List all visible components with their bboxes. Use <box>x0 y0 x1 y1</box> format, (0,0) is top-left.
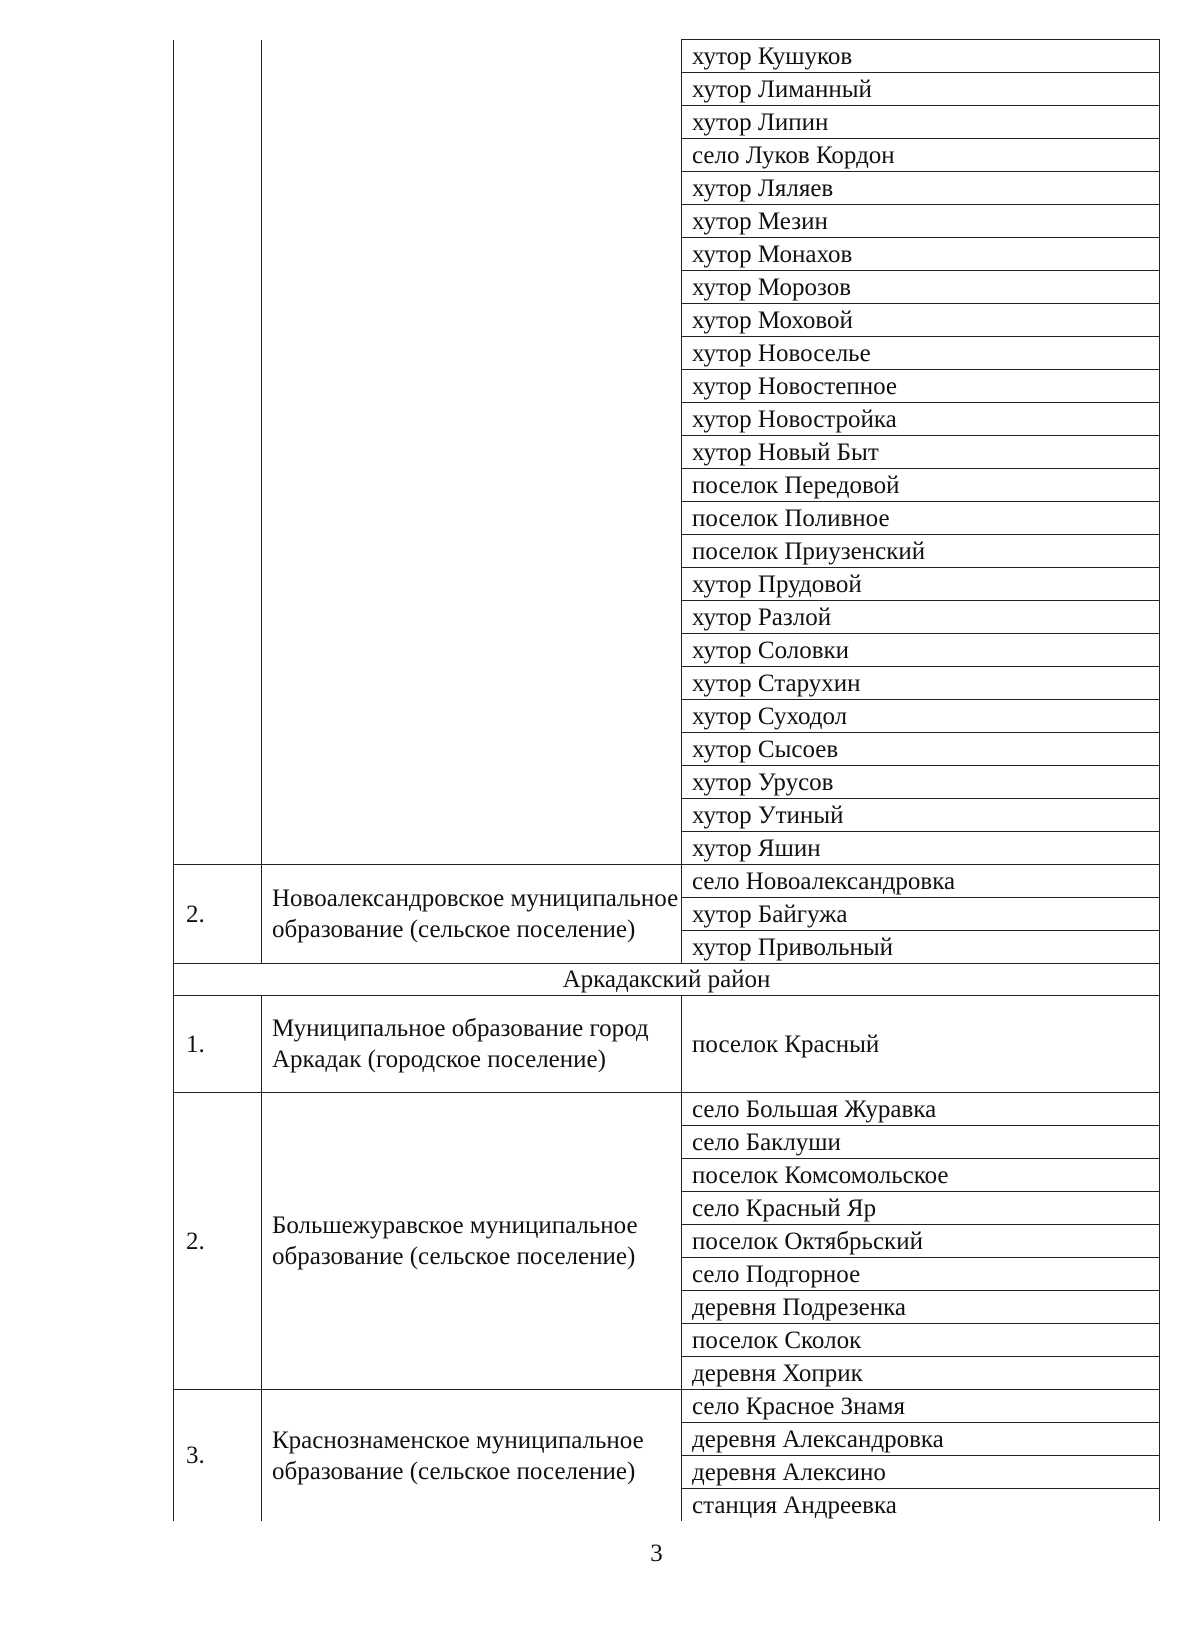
row-number-cell: 3. <box>174 1390 262 1522</box>
settlement-cell: поселок Сколок <box>682 1324 1160 1357</box>
settlement-cell: деревня Алексино <box>682 1456 1160 1489</box>
row-number-cell <box>174 40 262 865</box>
settlement-cell: хутор Суходол <box>682 700 1160 733</box>
settlement-cell: село Красное Знамя <box>682 1390 1160 1423</box>
settlements-table <box>173 39 1160 1521</box>
settlement-cell: хутор Лиманный <box>682 73 1160 106</box>
page-number: 3 <box>650 1540 663 1567</box>
settlement-cell: село Новоалександровка <box>682 865 1160 898</box>
settlement-cell: село Луков Кордон <box>682 139 1160 172</box>
settlement-cell: поселок Поливное <box>682 502 1160 535</box>
settlement-cell: хутор Новостепное <box>682 370 1160 403</box>
settlement-cell: деревня Александровка <box>682 1423 1160 1456</box>
municipality-cell <box>262 40 682 865</box>
settlement-cell: поселок Приузенский <box>682 535 1160 568</box>
settlement-cell: хутор Соловки <box>682 634 1160 667</box>
row-number-cell: 2. <box>174 865 262 964</box>
settlements-table-page <box>173 39 1160 1521</box>
settlement-cell: хутор Морозов <box>682 271 1160 304</box>
settlement-cell: хутор Мезин <box>682 205 1160 238</box>
settlement-cell: хутор Старухин <box>682 667 1160 700</box>
settlement-cell: хутор Прудовой <box>682 568 1160 601</box>
settlement-cell: хутор Урусов <box>682 766 1160 799</box>
settlement-cell: хутор Привольный <box>682 931 1160 964</box>
municipality-cell: Краснознаменское муниципальное образование (сельское поселение) <box>262 1390 682 1522</box>
settlement-cell: село Большая Журавка <box>682 1093 1160 1126</box>
settlement-cell: станция Андреевка <box>682 1489 1160 1522</box>
settlement-cell: хутор Новоселье <box>682 337 1160 370</box>
settlement-cell: хутор Байгужа <box>682 898 1160 931</box>
settlement-cell: хутор Новый Быт <box>682 436 1160 469</box>
settlement-cell: поселок Октябрьский <box>682 1225 1160 1258</box>
settlement-cell: село Баклуши <box>682 1126 1160 1159</box>
settlement-cell: хутор Монахов <box>682 238 1160 271</box>
table-row <box>174 40 1160 73</box>
settlement-cell: поселок Передовой <box>682 469 1160 502</box>
settlement-cell: хутор Разлой <box>682 601 1160 634</box>
settlement-cell: хутор Сысоев <box>682 733 1160 766</box>
region-header-row <box>174 964 1160 996</box>
settlement-cell: хутор Утиный <box>682 799 1160 832</box>
settlement-cell: хутор Яшин <box>682 832 1160 865</box>
municipality-cell: Новоалександровское муниципальное образование (сельское поселение) <box>262 865 682 964</box>
settlement-cell: хутор Моховой <box>682 304 1160 337</box>
region-title: Аркадакский район <box>174 964 1160 996</box>
table-row <box>174 996 1160 1093</box>
settlement-cell: хутор Новостройка <box>682 403 1160 436</box>
settlement-cell: поселок Комсомольское <box>682 1159 1160 1192</box>
settlement-cell: деревня Подрезенка <box>682 1291 1160 1324</box>
table-row <box>174 1390 1160 1423</box>
row-number-cell: 2. <box>174 1093 262 1390</box>
settlement-cell: поселок Красный <box>682 996 1160 1093</box>
municipality-cell: Большежуравское муниципальное образование (сельское поселение) <box>262 1093 682 1390</box>
municipality-cell: Муниципальное образование город Аркадак (городское поселение) <box>262 996 682 1093</box>
settlement-cell: хутор Липин <box>682 106 1160 139</box>
settlement-cell: хутор Кушуков <box>682 40 1160 73</box>
settlement-cell: село Подгорное <box>682 1258 1160 1291</box>
row-number-cell: 1. <box>174 996 262 1093</box>
settlement-cell: село Красный Яр <box>682 1192 1160 1225</box>
settlements-table-body <box>174 40 1160 1522</box>
table-row <box>174 1093 1160 1126</box>
settlement-cell: деревня Хоприк <box>682 1357 1160 1390</box>
table-row <box>174 865 1160 898</box>
settlement-cell: хутор Ляляев <box>682 172 1160 205</box>
